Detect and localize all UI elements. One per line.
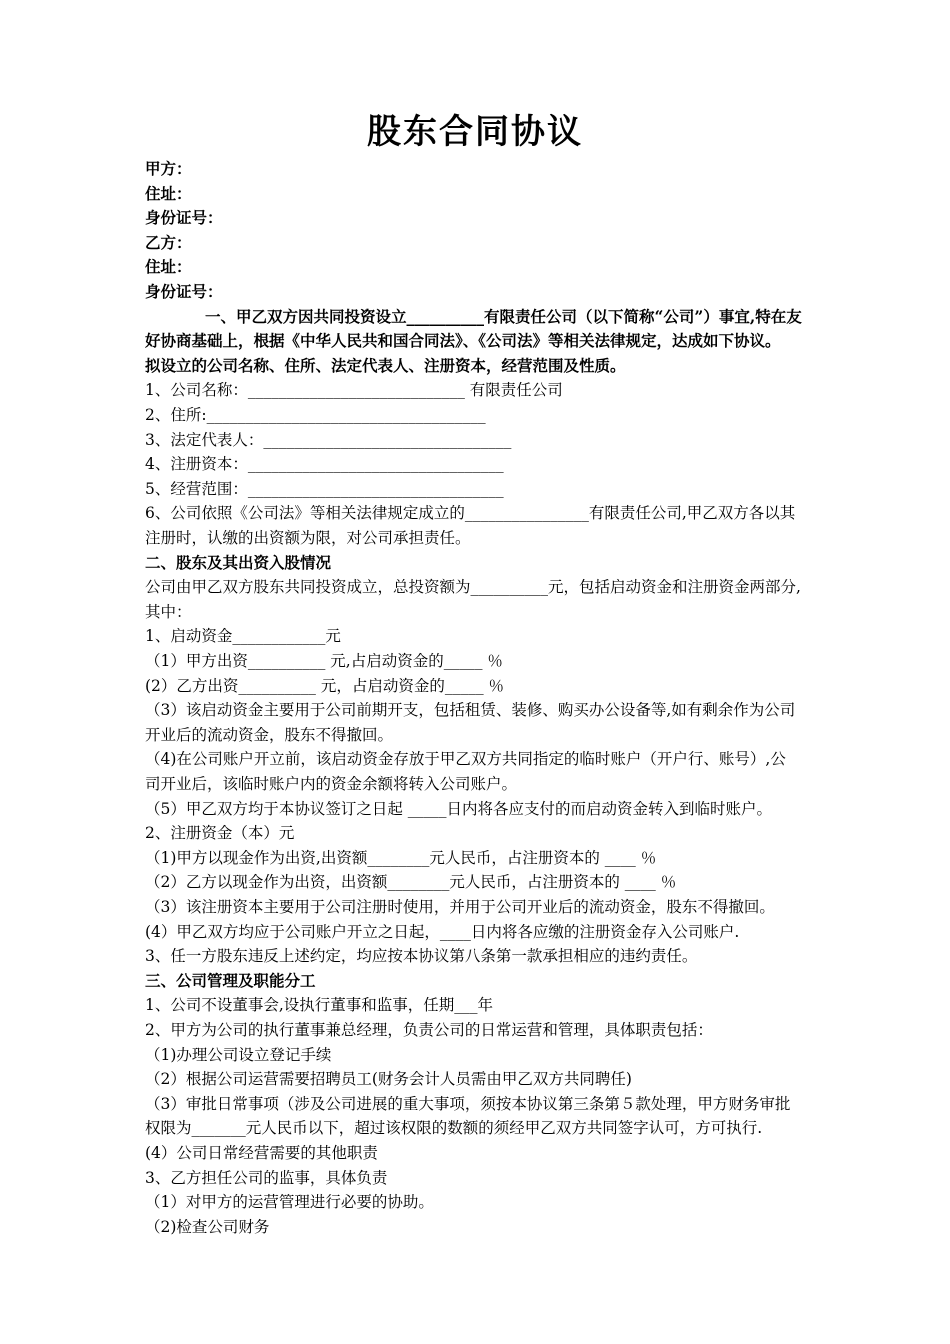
body-line: （5）甲乙双方均于本协议签订之日起 _____日内将各应支付的而启动资金转入到临时账户。 xyxy=(145,799,773,818)
body-line: 权限为_______元人民币以下，超过该权限的数额的须经甲乙双方共同签字认可，方可执行. xyxy=(145,1119,763,1138)
body-line: 2、甲方为公司的执行董事兼总经理，负责公司的日常运营和管理，具体职责包括： xyxy=(145,1021,713,1039)
body-line: 其中： xyxy=(145,602,192,621)
body-line: （3）审批日常事项（涉及公司进展的重大事项，须按本协议第三条第５款处理，甲方财务审批 xyxy=(145,1094,791,1113)
body-line: 公司由甲乙双方股东共同投资成立，总投资额为__________元，包括启动资金和注册资金两部分, xyxy=(145,578,801,597)
body-line: 1、启动资金____________元 xyxy=(145,627,341,646)
body-line: （3）该启动资金主要用于公司前期开支，包括租赁、装修、购买办公设备等,如有剩余作为公司 xyxy=(145,701,796,720)
body-line: 3、任一方股东违反上述约定，均应按本协议第八条第一款承担相应的违约责任。 xyxy=(145,947,698,966)
body-line: 开业后的流动资金，股东不得撤回。 xyxy=(145,725,394,744)
body-line: 司开业后，该临时账户内的资金余额将转入公司账户。 xyxy=(145,775,518,793)
body-line: （1)办理公司设立登记手续 xyxy=(145,1045,332,1064)
body-line: （1）甲方出资__________ 元,占启动资金的_____ ％ xyxy=(145,652,503,670)
body-line: （1)甲方以现金作为出资,出资额________元人民币，占注册资本的 ____ ％ xyxy=(145,848,657,867)
document-title: 股东合同协议 xyxy=(367,112,583,152)
body-line: 2、注册资金（本）元 xyxy=(145,824,295,843)
body-line: 甲方： xyxy=(145,159,192,178)
body-line: 住址： xyxy=(145,183,192,203)
body-line: （2）乙方以现金作为出资，出资额________元人民币，占注册资本的 ____ ％ xyxy=(145,873,677,892)
body-line: 三、公司管理及职能分工 xyxy=(145,970,316,990)
body-line: 5、经营范围：_________________________________ xyxy=(145,479,504,498)
body-line: 注册时，认缴的出资额为限，对公司承担责任。 xyxy=(145,529,471,547)
body-line: (4）甲乙双方均应于公司账户开立之日起，____日内将各应缴的注册资金存入公司账户. xyxy=(145,922,740,941)
body-line: 3、乙方担任公司的监事，具体负责 xyxy=(145,1168,388,1187)
body-line: 拟设立的公司名称、住所、法定代表人、注册资本，经营范围及性质。 xyxy=(145,355,626,375)
body-line: 2、住所:____________________________________ xyxy=(145,406,486,424)
body-line: 住址： xyxy=(145,257,192,277)
body-line: 好协商基础上，根据《中华人民共和国合同法》、《公司法》等相关法律规定，达成如下协议。 xyxy=(145,331,781,351)
body-line: （2）根据公司运营需要招聘员工(财务会计人员需由甲乙双方共同聘任) xyxy=(145,1070,632,1089)
body-line: 一、甲乙双方因共同投资设立__________有限责任公司（以下简称“公司”）事宜,特在友 xyxy=(205,306,802,326)
body-line: （4)在公司账户开立前，该启动资金存放于甲乙双方共同指定的临时账户（开户行、账号）,公 xyxy=(145,750,786,769)
body-line: 1、公司名称：____________________________ 有限责任公司 xyxy=(145,381,563,400)
body-line: 身份证号： xyxy=(145,208,223,228)
body-line: 1、公司不设董事会,设执行董事和监事，任期___年 xyxy=(145,996,494,1015)
body-line: （2)检查公司财务 xyxy=(145,1217,270,1236)
body-line: 3、法定代表人：________________________________ xyxy=(145,430,512,449)
body-line: 二、股东及其出资入股情况 xyxy=(145,552,332,572)
body-line: 4、注册资本：_________________________________ xyxy=(145,455,504,474)
body-line: （1）对甲方的运营管理进行必要的协助。 xyxy=(145,1193,434,1212)
body-line: 6、公司依照《公司法》等相关法律规定成立的________________有限责任公司,甲乙双方各以其 xyxy=(145,504,796,523)
body-line: 乙方： xyxy=(145,232,192,252)
body-line: (2）乙方出资__________ 元，占启动资金的_____ ％ xyxy=(145,676,505,695)
body-line: (4）公司日常经营需要的其他职责 xyxy=(145,1144,378,1162)
body-line: （3）该注册资本主要用于公司注册时使用，并用于公司开业后的流动资金，股东不得撤回。 xyxy=(145,898,775,916)
body-line: 身份证号： xyxy=(145,282,223,301)
